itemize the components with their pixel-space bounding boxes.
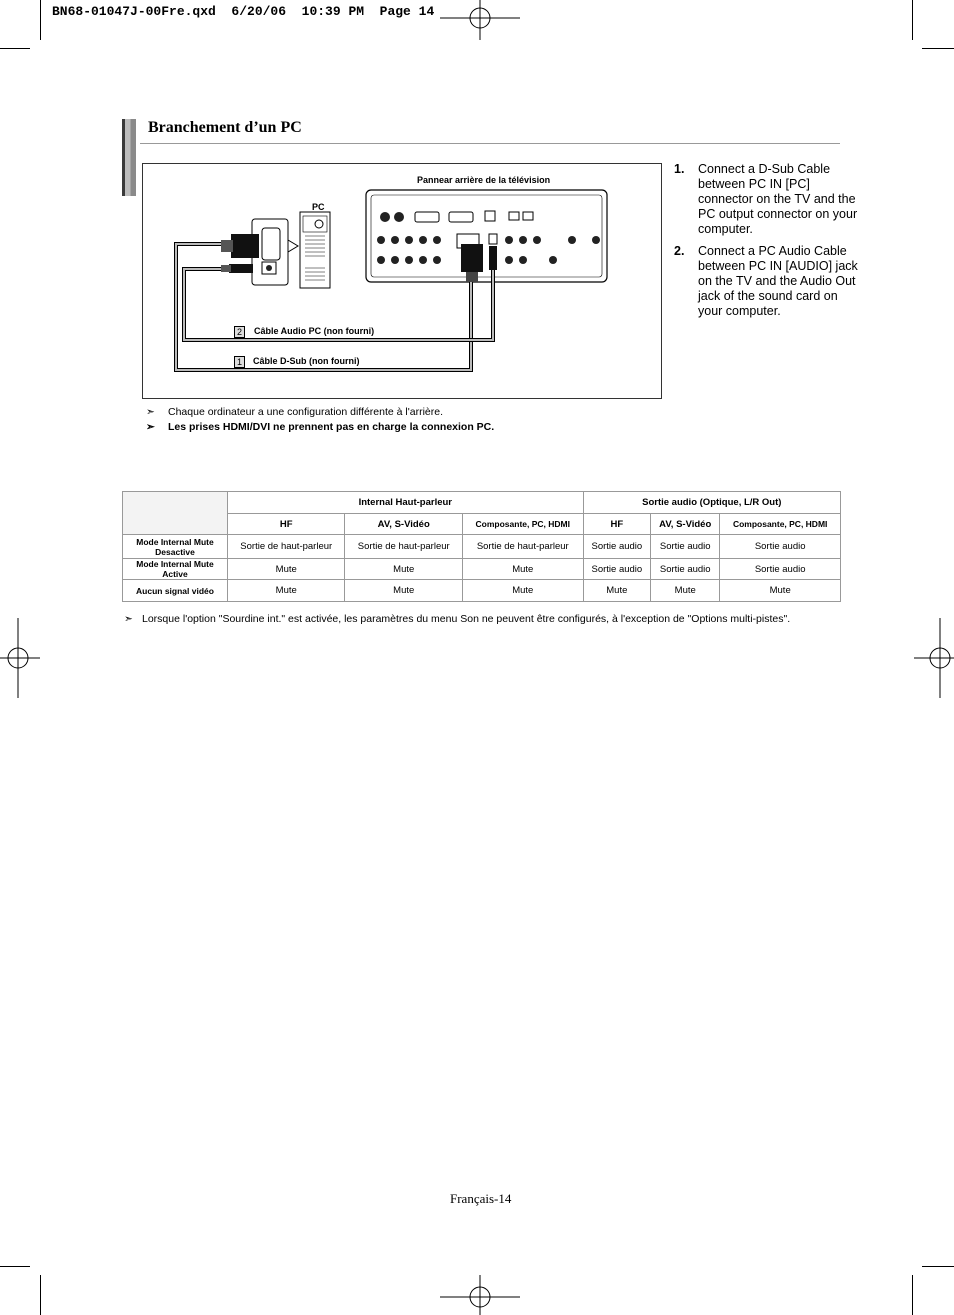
group-header: Internal Haut-parleur	[228, 492, 584, 514]
table-row	[123, 535, 841, 559]
sub-header: Composante, PC, HDMI	[720, 514, 841, 535]
table-cell: Mute	[720, 580, 841, 602]
step-item	[674, 162, 864, 237]
registration-mark-top	[440, 0, 520, 40]
step-number: 2.	[674, 244, 685, 258]
arrow-icon: ➣	[146, 421, 155, 433]
pc-label: PC	[312, 202, 325, 212]
table-cell: Sortie de haut-parleur	[462, 535, 583, 559]
row-label: Aucun signal vidéo	[123, 580, 228, 602]
row-label: Mode Internal Mute Active	[123, 559, 228, 580]
group-header: Sortie audio (Optique, L/R Out)	[583, 492, 840, 514]
table-row	[123, 580, 841, 602]
footnote-text: Lorsque l'option "Sourdine int." est activée, les paramètres du menu Son ne peuvent être configurés, à l'exception de "Options multi-pistes".	[142, 613, 791, 625]
title-divider	[140, 143, 840, 144]
note-item	[146, 405, 494, 420]
step-text: Connect a PC Audio Cable between PC IN [AUDIO] jack on the TV and the Audio Out jack of the sound card on your computer.	[698, 244, 858, 318]
crop-mark	[0, 48, 30, 49]
cable1-number: 1	[234, 356, 245, 368]
step-text: Connect a D-Sub Cable between PC IN [PC] connector on the TV and the PC output connector on your computer.	[698, 162, 858, 236]
table-cell: Mute	[345, 580, 462, 602]
table-cell: Sortie audio	[720, 535, 841, 559]
crop-mark	[0, 1266, 30, 1267]
connection-diagram	[142, 163, 662, 399]
sub-header: Composante, PC, HDMI	[462, 514, 583, 535]
sub-header: HF	[583, 514, 651, 535]
table-cell: Mute	[651, 580, 720, 602]
arrow-icon: ➣	[124, 613, 133, 625]
page-title: Branchement d’un PC	[148, 119, 302, 136]
arrow-icon: ➣	[146, 406, 155, 418]
table-cell: Sortie audio	[651, 535, 720, 559]
sub-header: AV, S-Vidéo	[345, 514, 462, 535]
registration-mark-left	[0, 618, 40, 698]
registration-mark-bottom	[440, 1275, 520, 1315]
cable2-label: Câble Audio PC (non fourni)	[254, 326, 375, 336]
note-item	[146, 420, 494, 435]
page-number: Français-14	[450, 1191, 512, 1206]
instruction-steps	[674, 162, 864, 326]
crop-mark	[40, 1275, 41, 1315]
section-bar	[122, 119, 136, 196]
row-label: Mode Internal Mute Desactive	[123, 535, 228, 559]
crop-mark	[40, 0, 41, 40]
table-cell: Sortie audio	[583, 535, 651, 559]
step-number: 1.	[674, 162, 685, 176]
crop-mark	[922, 1266, 954, 1267]
table-cell: Sortie de haut-parleur	[228, 535, 345, 559]
audio-output-table	[122, 491, 841, 602]
table-cell: Mute	[583, 580, 651, 602]
table-cell: Mute	[462, 559, 583, 580]
sub-header: HF	[228, 514, 345, 535]
table-cell: Mute	[228, 559, 345, 580]
table-subheader-row	[123, 514, 841, 535]
notes	[146, 405, 494, 435]
tv-panel-label: Pannear arrière de la télévision	[417, 175, 551, 185]
table-footnote	[124, 613, 790, 625]
table-cell: Sortie de haut-parleur	[345, 535, 462, 559]
table-corner	[123, 492, 228, 535]
cable2-number: 2	[234, 326, 245, 338]
crop-mark	[912, 1275, 913, 1315]
registration-mark-right	[914, 618, 954, 698]
sub-header: AV, S-Vidéo	[651, 514, 720, 535]
step-item	[674, 244, 864, 319]
crop-mark	[912, 0, 913, 40]
table-cell: Mute	[462, 580, 583, 602]
table-row	[123, 559, 841, 580]
table-cell: Mute	[345, 559, 462, 580]
file-info: BN68-01047J-00Fre.qxd 6/20/06 10:39 PM Page 14	[52, 4, 435, 19]
crop-mark	[922, 48, 954, 49]
table-cell: Sortie audio	[651, 559, 720, 580]
note-text: Les prises HDMI/DVI ne prennent pas en charge la connexion PC.	[168, 421, 495, 433]
table-cell: Sortie audio	[720, 559, 841, 580]
note-text: Chaque ordinateur a une configuration différente à l'arrière.	[168, 406, 443, 418]
table-cell: Sortie audio	[583, 559, 651, 580]
table-cell: Mute	[228, 580, 345, 602]
cable1-label: Câble D-Sub (non fourni)	[253, 356, 360, 366]
connection-illustration	[143, 164, 661, 398]
table-header-row	[123, 492, 841, 514]
